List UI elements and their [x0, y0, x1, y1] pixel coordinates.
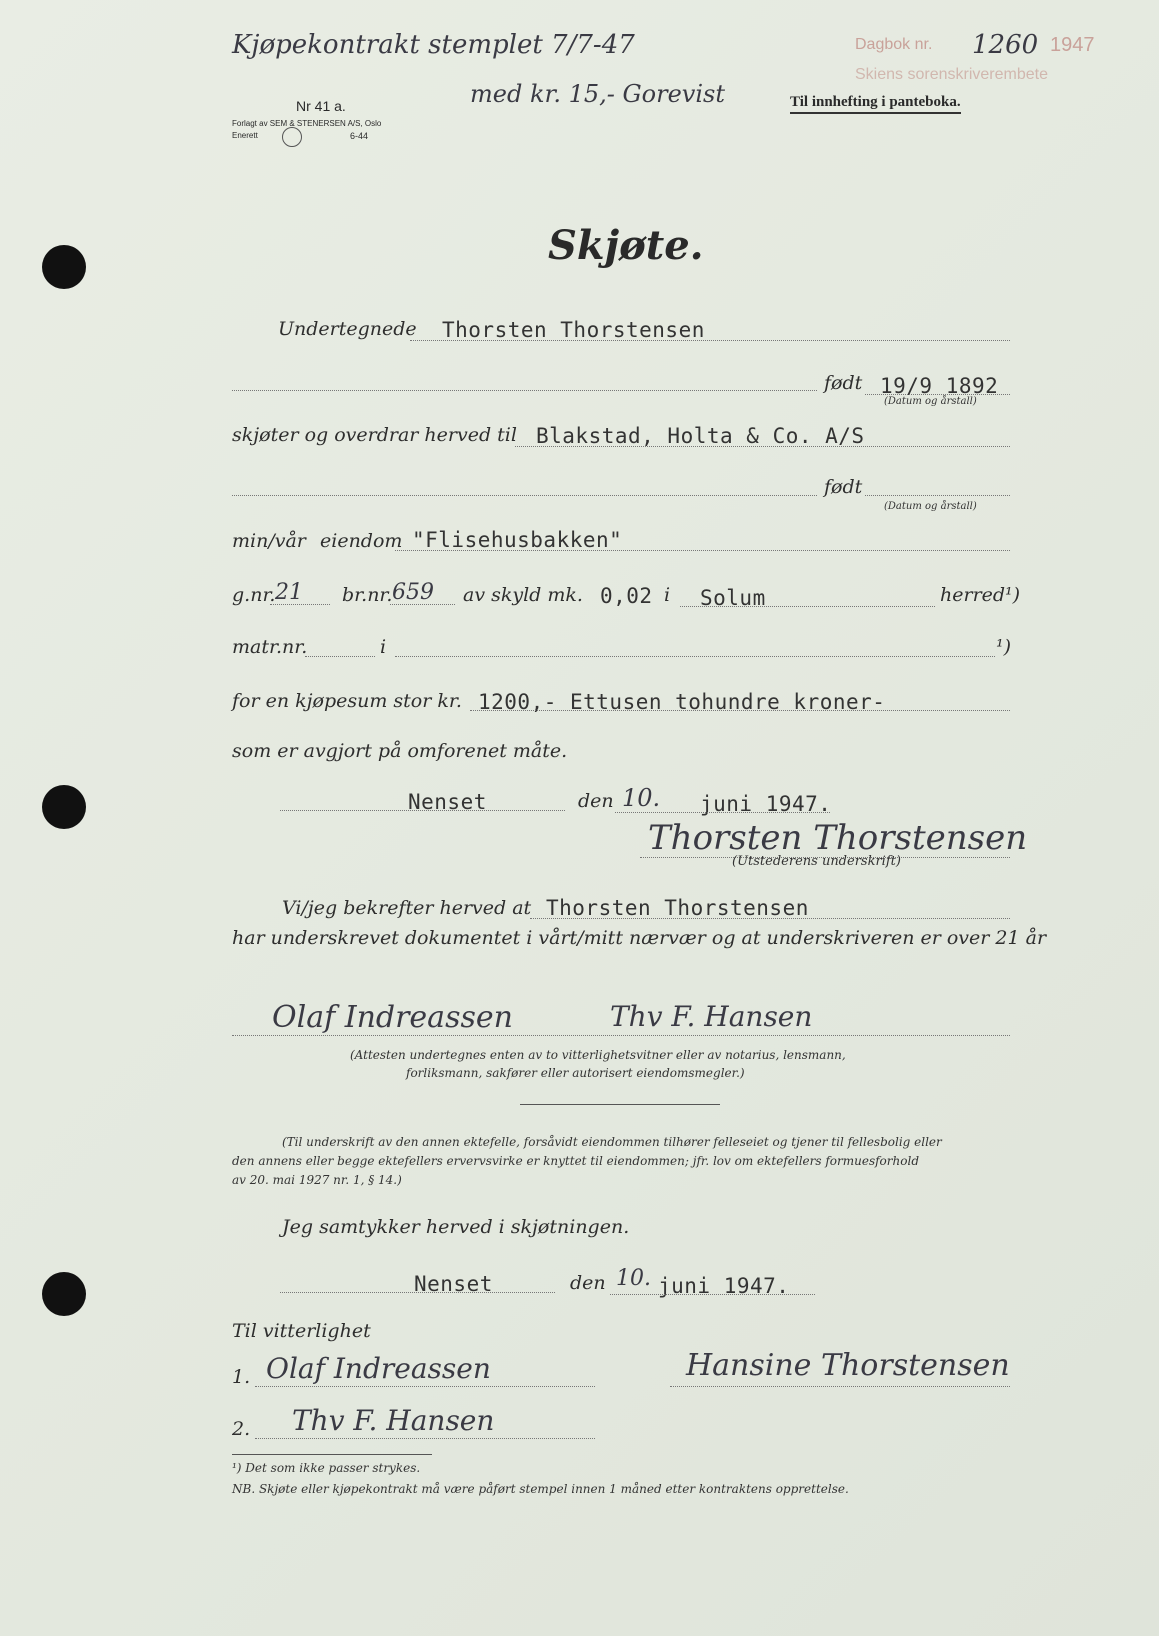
undertegnede-label: Undertegnede	[278, 318, 417, 340]
herred-line	[680, 606, 935, 607]
ektefelle-note-1: (Til underskrift av den annen ektefelle, forsåvidt eiendommen tilhører felleseiet og tjener til fellesbolig eller	[282, 1135, 942, 1149]
matr-i: i	[380, 636, 387, 658]
fodt-leading-line	[232, 390, 817, 391]
date2-line	[610, 1294, 815, 1295]
kjopesum-value: 1200,- Ettusen tohundre kroner-	[478, 690, 886, 714]
fodt-label: født	[824, 372, 863, 394]
dagbok-label: Dagbok nr.	[855, 36, 933, 53]
footnote-2: NB. Skjøte eller kjøpekontrakt må være påført stempel innen 1 måned etter kontraktens opprettelse.	[232, 1482, 849, 1496]
skyld-label: av skyld mk.	[463, 584, 583, 606]
gnr-label: g.nr.	[232, 584, 276, 606]
date-2-rest: juni 1947.	[658, 1274, 790, 1298]
eiendom-line	[395, 550, 1010, 551]
eiendom-label: eiendom	[320, 530, 403, 552]
gnr-value: 21	[275, 580, 303, 605]
place-1: Nenset	[408, 790, 487, 814]
attest-note-1: (Attesten undertegnes enten av to vitterlighetsvitner eller av notarius, lensmann,	[350, 1048, 846, 1062]
publisher-date: 6-44	[350, 131, 369, 141]
vitne-2-line	[255, 1438, 595, 1439]
datum-note-1: (Datum og årstall)	[884, 396, 977, 407]
undertegnede-line	[410, 340, 1010, 341]
herred-label: herred¹)	[940, 584, 1021, 606]
herred-value: Solum	[700, 586, 766, 610]
brnr-line	[390, 604, 455, 605]
vitne-1-line	[255, 1386, 595, 1387]
footnote-1: ¹) Det som ikke passer strykes.	[232, 1461, 421, 1475]
gnr-line	[270, 604, 330, 605]
place-2: Nenset	[414, 1272, 493, 1296]
eiendom-prefix: min/vår	[232, 530, 306, 552]
bekrefter-line	[530, 918, 1010, 919]
vitne-1-number: 1.	[232, 1366, 251, 1388]
witness-line	[232, 1035, 1010, 1036]
samtykker-text: Jeg samtykker herved i skjøtningen.	[282, 1216, 630, 1238]
matr-line	[305, 656, 375, 657]
publisher-line: Forlagt av SEM & STENERSEN A/S, Oslo	[232, 119, 382, 128]
separator-rule	[520, 1104, 720, 1105]
handwritten-note-line-2: med kr. 15,- Gorevist	[470, 80, 725, 108]
stamp-second-line: Skiens sorenskriverembete	[855, 66, 1048, 83]
dagbok-year: 1947	[1050, 34, 1095, 56]
undertegnede-value: Thorsten Thorstensen	[442, 318, 705, 342]
kjopesum-label: for en kjøpesum stor kr.	[232, 690, 462, 712]
den-label-2: den	[570, 1272, 606, 1294]
spouse-signature: Hansine Thorstensen	[686, 1348, 1010, 1383]
punch-hole-top	[42, 245, 86, 289]
skjoter-label: skjøter og overdrar herved til	[232, 424, 517, 446]
underskrevet-text: har underskrevet dokumentet i vårt/mitt nærvær og at underskriveren er over 21 år	[232, 927, 1047, 949]
matr-label: matr.nr.	[232, 636, 308, 658]
datum-note-2: (Datum og årstall)	[884, 501, 977, 512]
date1-line	[615, 812, 830, 813]
vitterlighet-label: Til vitterlighet	[232, 1320, 371, 1342]
dagbok-number: 1260	[972, 30, 1039, 60]
fodt2-leading-line	[232, 495, 817, 496]
matr-end: ¹)	[996, 636, 1012, 658]
skjoter-value: Blakstad, Holta & Co. A/S	[536, 424, 865, 448]
skjoter-line	[515, 446, 1010, 447]
spouse-line	[670, 1386, 1010, 1387]
skyld-value: 0,02	[600, 584, 653, 608]
publisher-enerett: Enerett	[232, 131, 258, 140]
ektefelle-note-3: av 20. mai 1927 nr. 1, § 14.)	[232, 1173, 402, 1187]
attest-note-2: forliksmann, sakfører eller autorisert eiendomsmegler.)	[406, 1066, 745, 1080]
witness-signature-1: Olaf Indreassen	[272, 1000, 513, 1035]
punch-hole-bottom	[42, 1272, 86, 1316]
bekrefter-value: Thorsten Thorstensen	[546, 896, 809, 920]
bekrefter-label: Vi/jeg bekrefter herved at	[282, 897, 532, 919]
date-1-day: 10.	[622, 784, 661, 812]
skyld-i: i	[664, 584, 671, 606]
handwritten-note-line-1: Kjøpekontrakt stemplet 7/7-47	[232, 30, 635, 60]
signature-utsteder: Thorsten Thorstensen	[648, 818, 1028, 858]
den-label-1: den	[578, 790, 614, 812]
kjopesum-line	[470, 710, 1010, 711]
ektefelle-note-2: den annens eller begge ektefellers ervervsvirke er knyttet til eiendommen; jfr. lov om ektefellers formuesforhold	[232, 1154, 919, 1168]
vitne-2-number: 2.	[232, 1418, 251, 1440]
publisher-logo-icon	[282, 127, 302, 147]
form-number: Nr 41 a.	[296, 98, 346, 114]
signature-1-caption: (Utstederens underskrift)	[732, 854, 901, 869]
vitne-2-signature: Thv F. Hansen	[292, 1404, 495, 1437]
fodt2-line	[865, 495, 1010, 496]
avgjort-text: som er avgjort på omforenet måte.	[232, 740, 568, 762]
vitne-1-signature: Olaf Indreassen	[266, 1352, 491, 1385]
fodt-line	[865, 394, 1010, 395]
document-title: Skjøte.	[548, 222, 704, 269]
matr-i-line	[395, 656, 995, 657]
fodt2-label: født	[824, 476, 863, 498]
innhefting-note: Til innhefting i panteboka.	[790, 94, 961, 114]
eiendom-value: "Flisehusbakken"	[412, 528, 623, 552]
date-2-day: 10.	[616, 1266, 651, 1291]
fodt-value: 19/9 1892	[880, 374, 999, 398]
witness-signature-2: Thv F. Hansen	[610, 1000, 813, 1033]
brnr-label: br.nr.	[342, 584, 393, 606]
brnr-value: 659	[392, 580, 434, 605]
date-1-rest: juni 1947.	[700, 792, 832, 816]
footnote-rule	[232, 1454, 432, 1455]
punch-hole-middle	[42, 785, 86, 829]
